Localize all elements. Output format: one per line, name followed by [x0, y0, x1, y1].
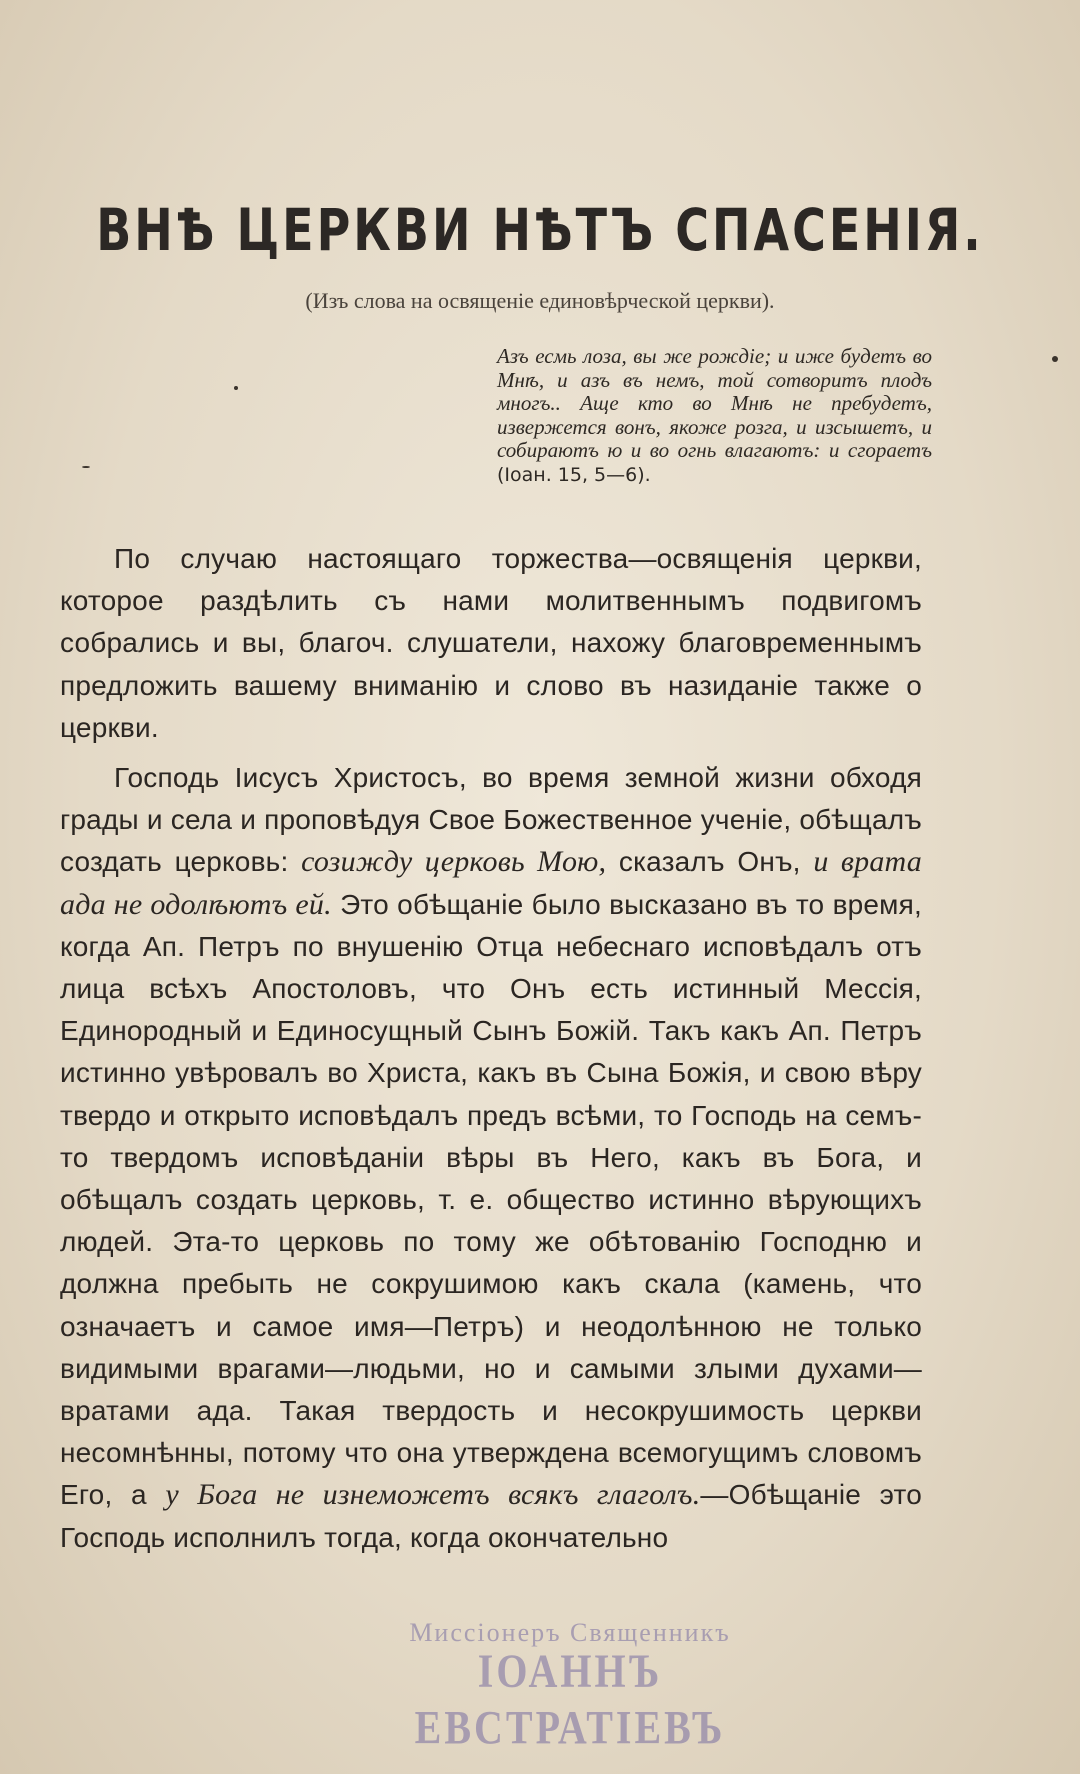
subtitle: (Изъ слова на освященіе единовѣрческой церкви). — [305, 288, 775, 313]
epigraph — [497, 345, 932, 487]
epigraph-text: Азъ есмь лоза, вы же рождіе; и иже будетъ во Мнѣ, и азъ въ немъ, той сотворитъ плодъ многъ.. Аще кто во Мнѣ не пребудетъ, извержется вонъ, якоже розга, и изсышетъ, и собираютъ ю и во огнь влагаютъ: и сгораетъ — [497, 344, 932, 462]
italic-quote: у Бога не изнеможетъ всякъ глаголъ. — [165, 1478, 701, 1512]
text-run: Господь Іисусъ Христосъ, во время земной жизни обходя грады и села и проповѣдуя Свое Божественное ученіе, обѣщалъ создать церковь: — [60, 762, 922, 878]
text-run: Это обѣщаніе было высказано въ то время, когда Ап. Петръ по внушенію Отца небеснаго исповѣдалъ отъ лица всѣхъ Апостоловъ, что Онъ есть истинный Мессія, Единородный и Единосущный Сынъ Божій. Такъ какъ Ап. Петръ истинно увѣровалъ во Христа, какъ въ Сына Божія, и свою вѣру твердо и открыто исповѣдалъ предъ всѣми, то Господь на семъ-то твердомъ исповѣданіи вѣры въ Него, какъ въ Бога, и обѣщалъ создать церковь, т. е. общество истинно вѣрующихъ людей. Эта-то церковь по тому же обѣтованію Господню и должна пребыть не сокрушимою какъ скала (камень, что означаетъ и самое имя—Петръ) и неодолѣнною не только видимыми врагами—людьми, но и самыми злыми духами—вратами ада. Такая твердость и несокрушимость церкви несомнѣнны, потому что она утверждена всемогущимъ словомъ Его, а — [60, 888, 922, 1511]
italic-quote: и врата ада не одолѣютъ ей. — [60, 845, 922, 921]
page-title: ВНѢ ЦЕРКВИ НѢТЪ СПАСЕНІЯ. — [96, 196, 984, 264]
epigraph-reference: (Іоан. 15, 5—6). — [497, 463, 651, 486]
owner-stamp — [330, 1618, 810, 1755]
stamp-line-1: Миссіонеръ Священникъ — [409, 1618, 731, 1647]
text-run: —Обѣщаніе это Господь исполнилъ тогда, когда окончательно — [60, 1479, 922, 1553]
paragraph — [60, 757, 922, 1559]
paper-speck — [1052, 356, 1058, 362]
paragraph — [60, 538, 922, 749]
text-run: По случаю настоящаго торжества—освященія церкви, которое раздѣлить съ нами молитвеннымъ подвигомъ собрались и вы, благоч. слушатели, нахожу благовременнымъ предложить вашему вниманію и слово въ назиданіе также о церкви. — [60, 543, 922, 743]
body-text — [60, 538, 922, 1567]
stamp-line-2: ІОАННЪ ЕВСТРАТІЕВЪ — [414, 1643, 726, 1755]
text-run: сказалъ Онъ, — [606, 846, 814, 878]
paper-speck — [82, 466, 90, 468]
italic-quote: созижду церковь Мою, — [301, 845, 607, 879]
paper-speck — [234, 386, 238, 390]
